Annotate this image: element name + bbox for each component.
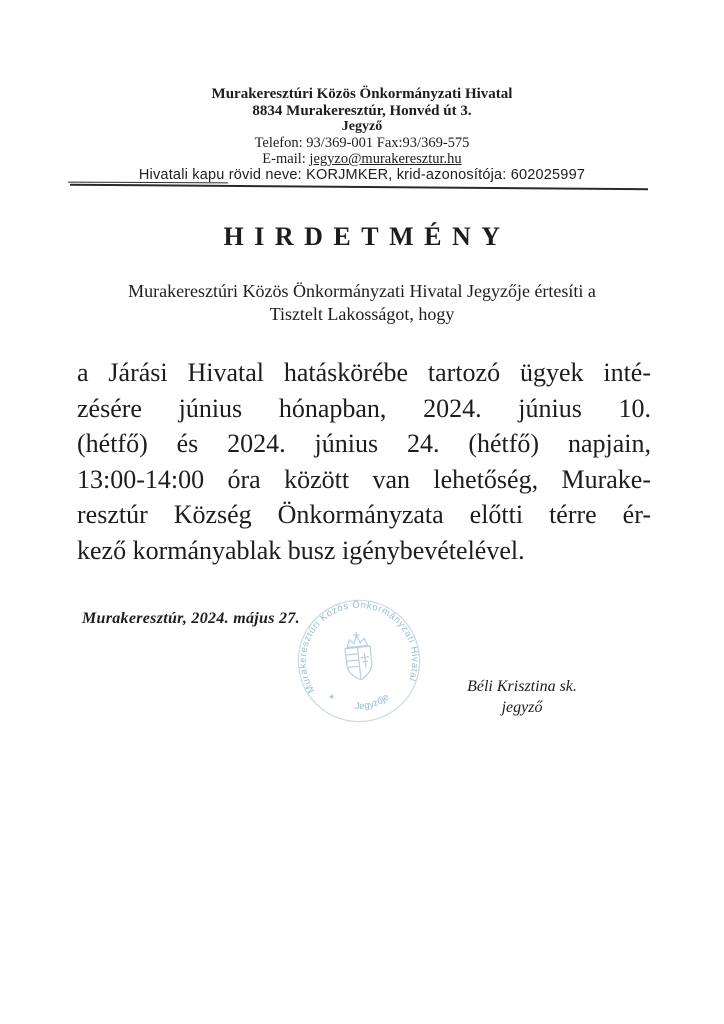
body-line: kező kormányablak busz igénybevételével.	[77, 535, 525, 565]
intro-line-1: Murakeresztúri Közös Önkormányzati Hivatal Jegyzője értesíti a	[128, 281, 596, 301]
stamp-arc-text: Murakeresztúri Közös Önkormányzati Hivatal	[296, 598, 422, 696]
svg-text:Murakeresztúri Közös Önkormány	[290, 592, 424, 696]
letterhead	[0, 86, 724, 184]
body-line: 13:00-14:00 óra között van lehetőség, Murake-	[77, 464, 651, 494]
svg-text:✶	[325, 690, 338, 703]
body-line: resztúr Község Önkormányzata előtti térre ér-	[77, 500, 651, 529]
body-line: zésére június hónapban, 2024. június 10.	[77, 393, 651, 423]
email-label: E-mail:	[262, 151, 310, 167]
header-divider-rule	[70, 184, 648, 191]
intro-paragraph	[0, 280, 724, 326]
body-paragraph	[77, 355, 651, 568]
letterhead-address: 8834 Murakeresztúr, Honvéd út 3.	[252, 102, 472, 119]
stamp-bottom-text: Jegyzője	[354, 690, 391, 712]
letterhead-phone-fax: Telefon: 93/369-001 Fax:93/369-575	[254, 135, 470, 151]
signature-block	[444, 676, 600, 718]
stamp-separator-star: ✶	[325, 690, 338, 703]
svg-text:Jegyzője	[353, 690, 392, 711]
signature-role: jegyző	[501, 699, 543, 716]
date-line: Murakeresztúr, 2024. május 27.	[82, 610, 300, 627]
document-title: HIRDETMÉNY	[223, 222, 511, 251]
letterhead-gateway-line: Hivatali kapu rövid neve: KORJMKER, krid-azonosítója: 602025997	[138, 167, 586, 183]
body-line: a Járási Hivatal hatáskörébe tartozó ügyek inté-	[77, 358, 651, 387]
letterhead-email-line	[0, 151, 724, 167]
email-address: jegyzo@murakeresztur.hu	[309, 151, 462, 167]
stamp-coat-of-arms-icon	[343, 631, 373, 681]
official-stamp-seal	[283, 585, 435, 737]
letterhead-org-name: Murakeresztúri Közös Önkormányzati Hivatal	[211, 86, 513, 102]
letterhead-role: Jegyző	[341, 119, 383, 134]
signature-name: Béli Krisztina sk.	[467, 678, 577, 695]
intro-line-2: Tisztelt Lakosságot, hogy	[269, 304, 455, 324]
body-line: (hétfő) és 2024. június 24. (hétfő) napjain,	[77, 429, 651, 458]
